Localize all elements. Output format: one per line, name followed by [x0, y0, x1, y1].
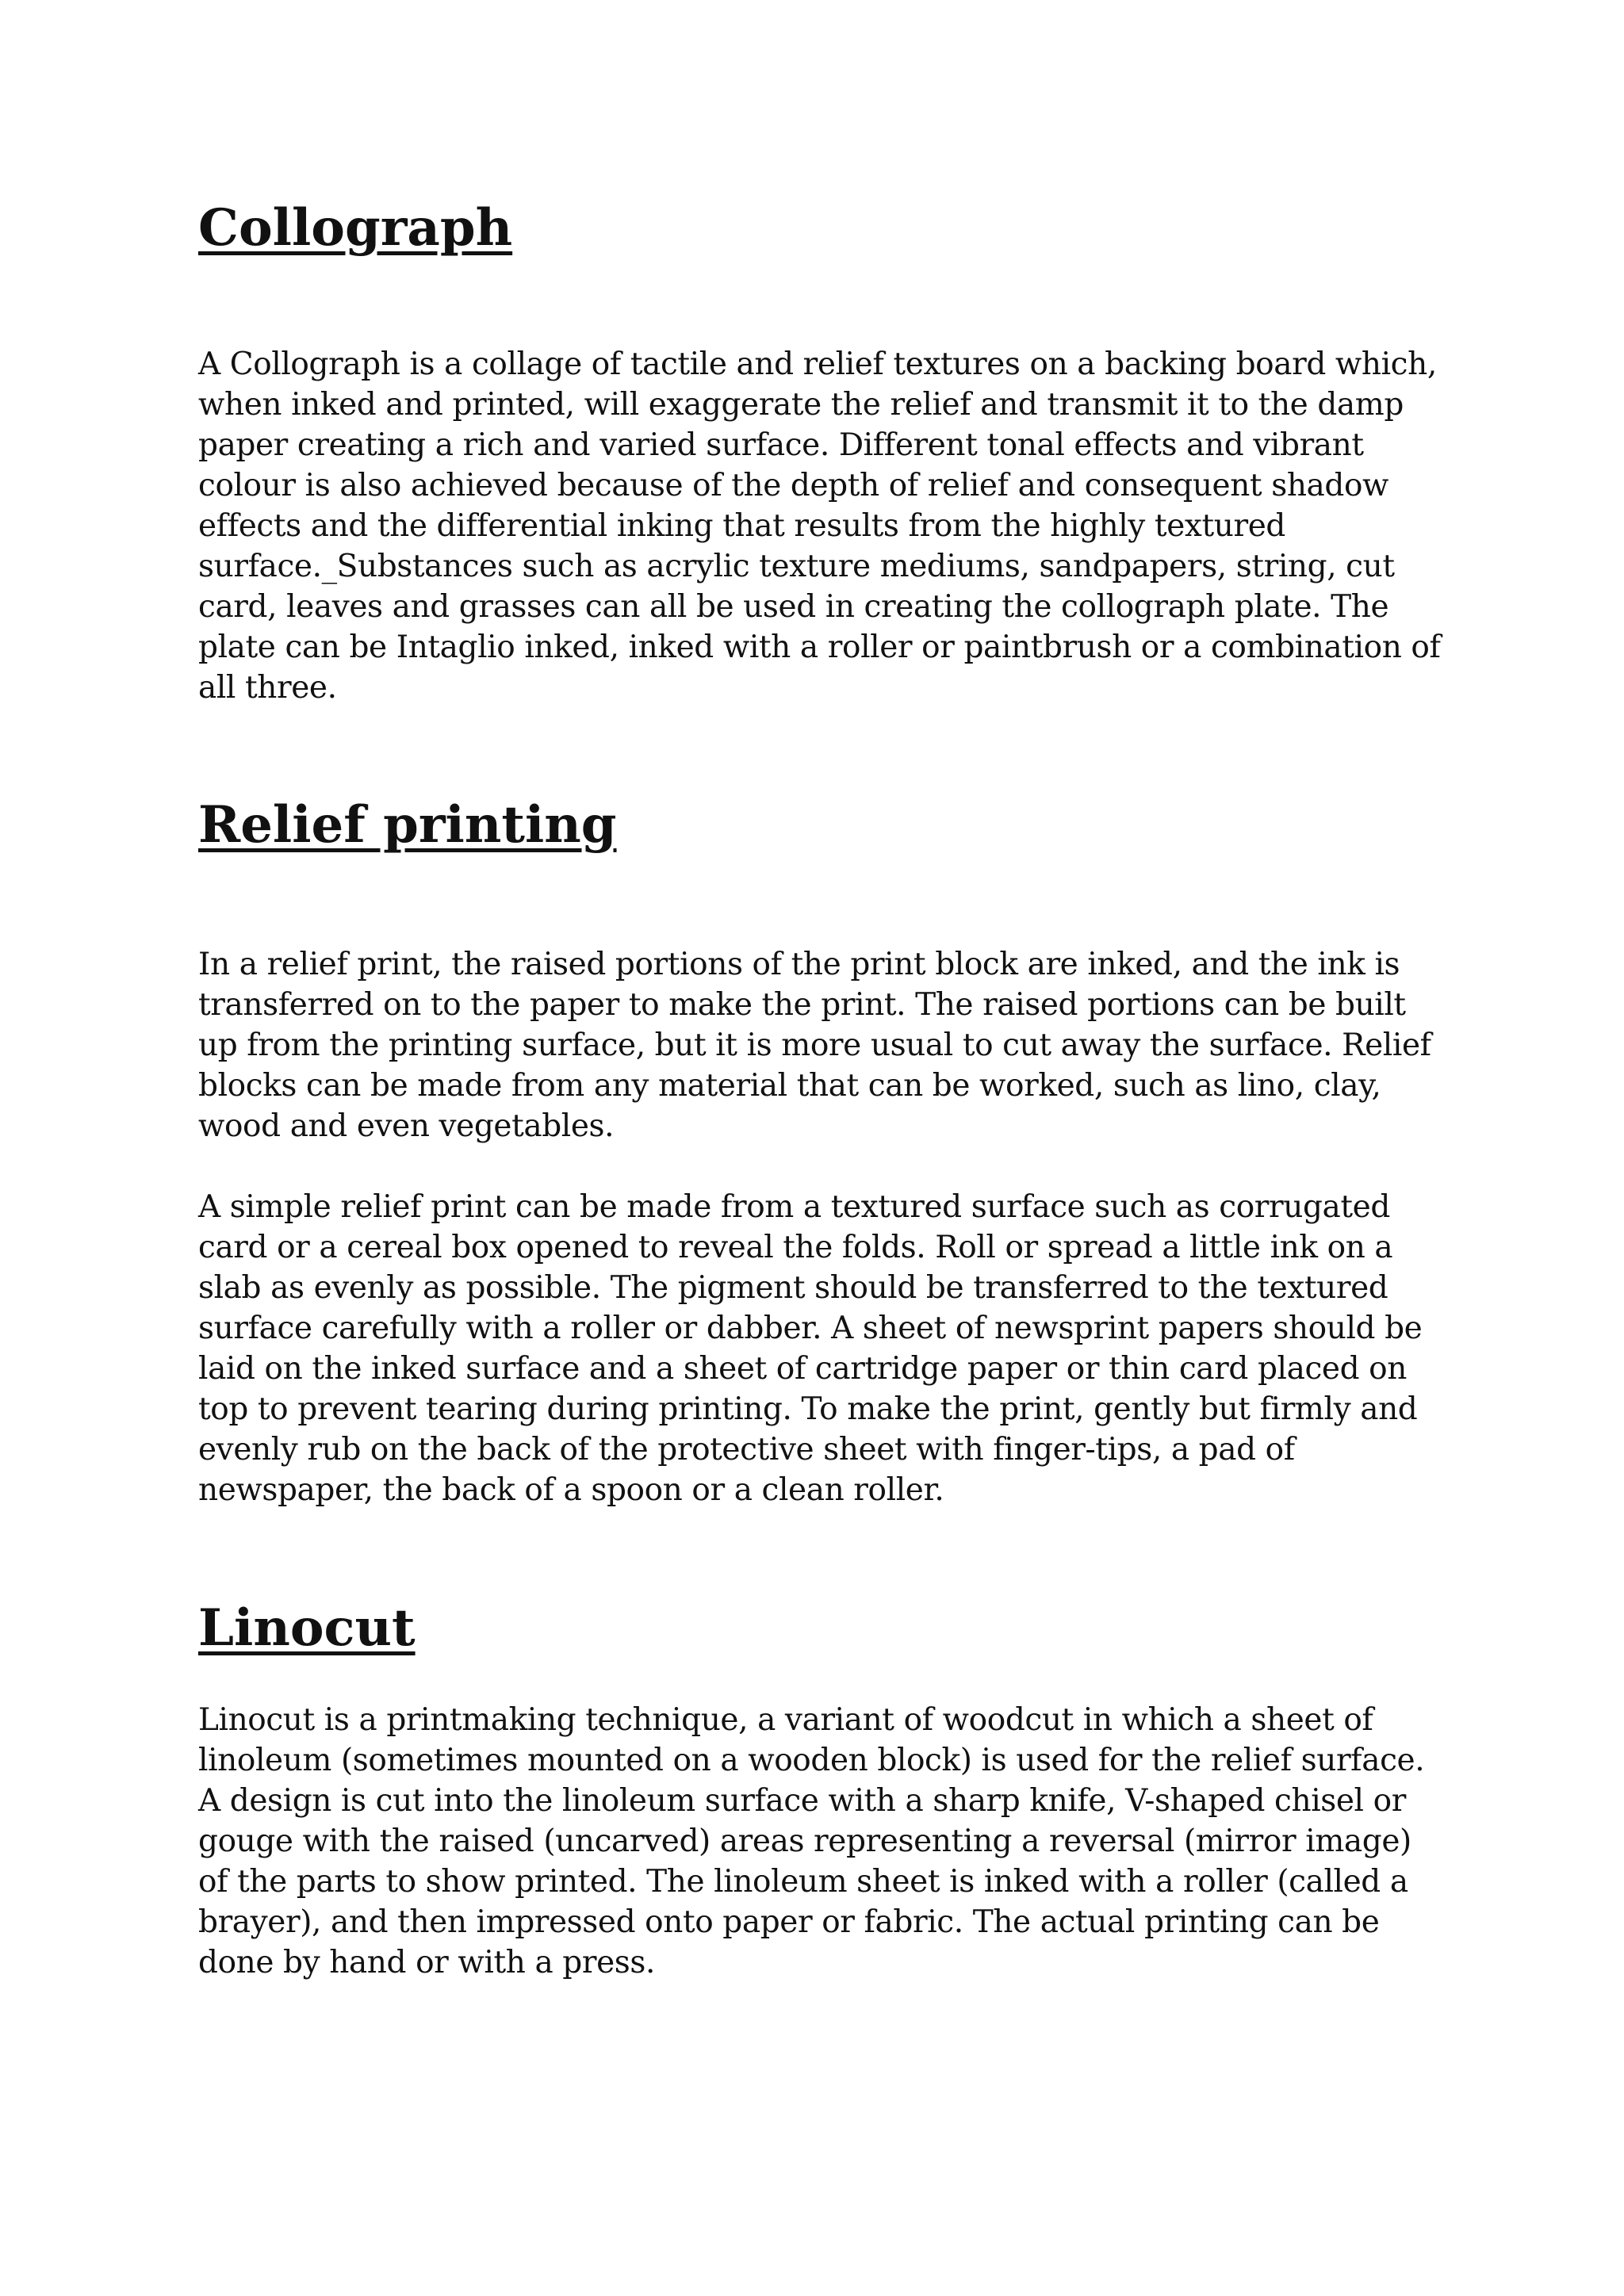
section-relief-printing	[198, 794, 1443, 1510]
section-collograph	[198, 197, 1443, 708]
section-heading-relief-printing: Relief printing	[198, 795, 617, 855]
document-body	[198, 197, 1443, 1983]
paragraph-collograph: A Collograph is a collage of tactile and relief textures on a backing board which, when inked and printed, will exaggerate the relief and transmit it to the damp paper creating a rich and varied surface. Different tonal effects and vibrant colour is also achieved because of the depth of relief and consequent shadow effects and the differential inking that results from the highly textured surface._Substances such as acrylic texture mediums, sandpapers, string, cut card, leaves and grasses can all be used in creating the collograph plate. The plate can be Intaglio inked, inked with a roller or paintbrush or a combination of all three.	[198, 346, 1441, 706]
paragraph-linocut: Linocut is a printmaking technique, a variant of woodcut in which a sheet of linoleum (sometimes mounted on a wooden block) is used for the relief surface. A design is cut into the linoleum surface with a sharp knife, V-shaped chisel or gouge with the raised (uncarved) areas representing a reversal (mirror image) of the parts to show printed. The linoleum sheet is inked with a roller (called a brayer), and then impressed onto paper or fabric. The actual printing can be done by hand or with a press.	[198, 1702, 1425, 1980]
section-heading-collograph: Collograph	[198, 198, 513, 258]
paragraph-relief-printing-1: In a relief print, the raised portions of the print block are inked, and the ink is transferred on to the paper to make the print. The raised portions can be built up from the printing surface, but it is more usual to cut away the surface. Relief blocks can be made from any material that can be worked, such as lino, clay, wood and even vegetables.	[198, 947, 1431, 1144]
paragraph-relief-printing-2: A simple relief print can be made from a textured surface such as corrugated card or a cereal box opened to reveal the folds. Roll or spread a little ink on a slab as evenly as possible. The pigment should be transferred to the textured surface carefully with a roller or dabber. A sheet of newsprint papers should be laid on the inked surface and a sheet of cartridge paper or thin card placed on top to prevent tearing during printing. To make the print, gently but firmly and evenly rub on the back of the protective sheet with finger-tips, a pad of newspaper, the back of a spoon or a clean roller.	[198, 1189, 1423, 1508]
section-linocut	[198, 1597, 1443, 1983]
section-heading-linocut: Linocut	[198, 1598, 416, 1658]
